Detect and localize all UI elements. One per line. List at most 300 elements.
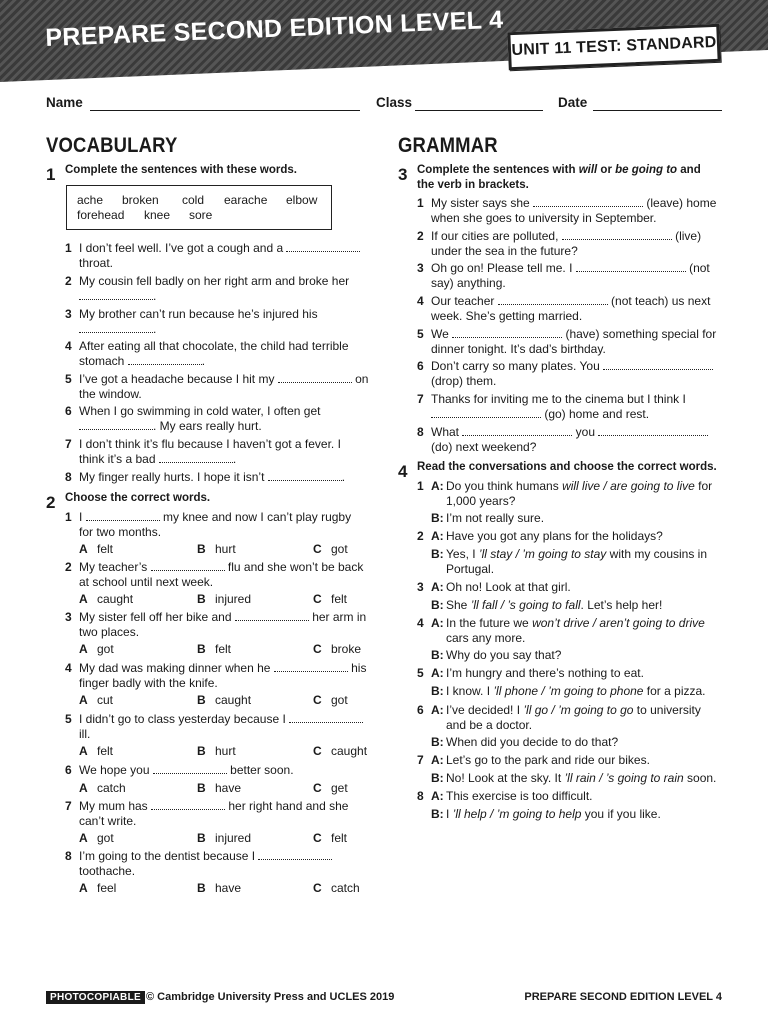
answer-gap[interactable]	[462, 425, 572, 436]
question-number: 4	[417, 294, 424, 308]
question-number: 2	[417, 229, 424, 243]
question-number: 5	[417, 327, 424, 341]
answer-option[interactable]	[197, 831, 251, 845]
question-number: 5	[65, 712, 72, 726]
instruction-text: or	[597, 164, 616, 176]
answer-gap[interactable]	[562, 229, 672, 240]
question-text: (go) home and rest.	[541, 407, 650, 421]
answer-gap[interactable]	[128, 354, 202, 365]
question-text: After eating all that chocolate, the child had terrible	[79, 339, 349, 353]
instruction-text: the verb in brackets.	[417, 179, 529, 191]
question-text: I don’t feel well. I’ve got a cough and a	[79, 241, 287, 255]
question-number: 4	[65, 661, 72, 675]
question-text: What	[431, 425, 463, 439]
question-text: can’t write.	[79, 814, 137, 828]
question-text: Don’t carry so many plates. You	[431, 359, 604, 373]
question-text: . My ears really hurt.	[153, 419, 262, 433]
unit-badge	[507, 24, 720, 70]
question-number: 7	[65, 799, 72, 813]
dialogue-text: Have you got any plans for the holidays?	[446, 529, 663, 543]
question-text: better soon.	[226, 763, 294, 777]
question-item	[431, 425, 726, 455]
answer-gap[interactable]	[153, 763, 227, 774]
answer-option[interactable]	[197, 744, 236, 758]
question-text: .	[153, 322, 157, 336]
question-number: 6	[417, 703, 424, 717]
option-letter: C	[313, 881, 322, 895]
question-number: 8	[65, 849, 72, 863]
question-item	[79, 241, 369, 271]
question-text: dinner tonight. It’s dad’s birthday.	[431, 342, 606, 356]
dialogue-text: 1,000 years?	[446, 494, 516, 508]
question-text: (leave) home	[643, 196, 717, 210]
instruction-text: Complete the sentences with	[417, 164, 579, 176]
dialogue-text: for a pizza.	[643, 684, 706, 698]
question-text: my knee and now I can’t play rugby	[159, 510, 352, 524]
option-text: caught	[331, 744, 368, 758]
question-text: My teacher’s	[79, 560, 151, 574]
student-info-row	[46, 95, 722, 115]
dialogue-text: Why do you say that?	[446, 648, 562, 662]
answer-gap[interactable]	[533, 196, 643, 207]
question-number: 2	[65, 274, 72, 288]
question-number: 6	[417, 359, 424, 373]
dialogue-text: Portugal.	[446, 562, 495, 576]
choice-option[interactable]: ’ll stay / ’m going to stay	[478, 547, 607, 561]
question-text: We	[431, 327, 453, 341]
speaker-b-label: B:	[431, 807, 444, 821]
answer-option[interactable]	[79, 642, 114, 656]
answer-gap[interactable]	[498, 294, 608, 305]
class-field[interactable]	[415, 110, 543, 111]
dialogue-text: When did you decide to do that?	[446, 735, 619, 749]
question-text: .	[153, 289, 157, 303]
question-item	[79, 799, 374, 829]
question-text: his	[347, 661, 367, 675]
question-number: 4	[65, 339, 72, 353]
question-number: 5	[417, 666, 424, 680]
footer-title: PREPARE SECOND EDITION LEVEL 4	[524, 991, 722, 1003]
word-item: elbow	[286, 193, 318, 207]
question-item	[79, 849, 374, 879]
question-number: 3	[417, 261, 424, 275]
question-number: 7	[417, 392, 424, 406]
speaker-a-line	[446, 616, 726, 646]
dialogue-text: you if you like.	[581, 807, 661, 821]
question-number: 2	[417, 529, 424, 543]
dialogue-text: soon.	[683, 771, 717, 785]
option-letter: C	[313, 831, 322, 845]
answer-option[interactable]	[313, 542, 348, 556]
question-text: My finger really hurts. I hope it isn’t	[79, 470, 268, 484]
speaker-a-line	[446, 580, 726, 595]
option-text: injured	[215, 592, 252, 606]
choice-option[interactable]: ’ll fall / ’s going to fall	[470, 598, 581, 612]
question-number: 8	[65, 470, 72, 484]
option-text: catch	[331, 881, 360, 895]
answer-option[interactable]	[79, 542, 113, 556]
option-text: felt	[97, 744, 114, 758]
option-letter: A	[79, 881, 88, 895]
question-number: 3	[417, 580, 424, 594]
word-item: earache	[224, 193, 268, 207]
answer-gap[interactable]	[289, 712, 363, 723]
question-text: at school until next week.	[79, 575, 214, 589]
answer-option[interactable]	[197, 881, 241, 895]
question-text: (not teach) us next	[607, 294, 711, 308]
question-text: her arm in	[308, 610, 367, 624]
question-text: When I go swimming in cold water, I often get	[79, 404, 321, 418]
dialogue-text: cars any more.	[446, 631, 526, 645]
answer-option[interactable]	[79, 592, 133, 606]
question-text: Thanks for inviting me to the cinema but I think I	[431, 392, 686, 406]
word-item: cold	[182, 193, 205, 207]
question-text: on	[351, 372, 369, 386]
question-text: flu and she won’t be back	[224, 560, 364, 574]
speaker-b-line	[446, 771, 726, 786]
question-item	[79, 712, 374, 742]
date-label: Date	[558, 95, 588, 110]
copyright-text: © Cambridge University Press and UCLES 2019	[146, 991, 395, 1003]
answer-option[interactable]	[79, 831, 114, 845]
speaker-b-line	[446, 807, 726, 822]
question-number: 6	[65, 404, 72, 418]
option-text: got	[331, 542, 348, 556]
question-text: the window.	[79, 387, 142, 401]
option-letter: A	[79, 781, 88, 795]
speaker-b-line	[446, 547, 726, 577]
vocabulary-heading: VOCABULARY	[46, 134, 178, 157]
option-text: have	[215, 881, 242, 895]
question-text: two places.	[79, 625, 140, 639]
option-text: get	[331, 781, 348, 795]
option-letter: B	[197, 831, 206, 845]
option-letter: A	[79, 542, 88, 556]
word-item: knee	[144, 208, 171, 222]
question-item	[431, 261, 726, 291]
answer-gap[interactable]	[151, 560, 225, 571]
question-number: 4	[417, 616, 424, 630]
question-text: I	[79, 510, 86, 524]
option-text: got	[97, 642, 114, 656]
dialogue-text: She	[446, 598, 471, 612]
answer-gap[interactable]	[576, 261, 686, 272]
option-letter: B	[197, 642, 206, 656]
option-letter: B	[197, 592, 206, 606]
choice-option[interactable]: ’ll phone / ’m going to phone	[493, 684, 644, 698]
speaker-b-label: B:	[431, 511, 444, 525]
exercise-number: 2	[46, 493, 56, 512]
dialogue-text: I’m not really sure.	[446, 511, 545, 525]
option-text: broke	[331, 642, 362, 656]
speaker-b-line	[446, 648, 726, 663]
question-text: ill.	[79, 727, 91, 741]
answer-gap[interactable]	[286, 241, 360, 252]
name-label: Name	[46, 95, 83, 110]
option-text: feel	[97, 881, 117, 895]
option-letter: C	[313, 592, 322, 606]
question-text: My sister fell off her bike and	[79, 610, 235, 624]
instruction-text: will	[578, 164, 598, 176]
question-text: My sister says she	[431, 196, 534, 210]
question-item	[431, 294, 726, 324]
page-title: PREPARE SECOND EDITION LEVEL 4	[44, 5, 504, 53]
question-text: her right hand and she	[225, 799, 349, 813]
option-text: got	[97, 831, 114, 845]
question-number: 1	[417, 479, 424, 493]
exercise-instruction	[417, 163, 717, 193]
word-box	[66, 185, 332, 230]
question-text: (do) next weekend?	[431, 440, 537, 454]
answer-gap[interactable]	[79, 322, 153, 333]
question-item	[79, 470, 369, 485]
question-text: (drop) them.	[431, 374, 497, 388]
speaker-b-label: B:	[431, 598, 444, 612]
answer-option[interactable]	[313, 744, 367, 758]
question-number: 1	[65, 241, 72, 255]
dialogue-text: I’m hungry and there’s nothing to eat.	[446, 666, 644, 680]
dialogue-text: Yes, I	[446, 547, 479, 561]
answer-option[interactable]	[79, 744, 113, 758]
speaker-a-label: A:	[431, 789, 444, 803]
question-number: 6	[65, 763, 72, 777]
question-item	[431, 229, 726, 259]
question-text: .	[201, 354, 206, 368]
exercise-number: 3	[398, 165, 408, 184]
choice-option[interactable]: ’ll help / ’m going to help	[452, 807, 582, 821]
answer-gap[interactable]	[452, 327, 562, 338]
dialogue-text: . Let’s help her!	[580, 598, 663, 612]
answer-option[interactable]	[197, 693, 251, 707]
answer-option[interactable]	[197, 592, 251, 606]
question-item	[79, 307, 369, 337]
exercise-instruction: Complete the sentences with these words.	[65, 164, 297, 176]
choice-option[interactable]: will live / are going to live	[562, 479, 695, 493]
question-item	[79, 560, 374, 590]
question-text: .	[341, 470, 346, 484]
option-text: hurt	[215, 542, 236, 556]
question-text: My brother can’t run because he’s injured his	[79, 307, 318, 321]
date-field[interactable]	[593, 110, 722, 111]
question-text: under the sea in the future?	[431, 244, 578, 258]
question-text: .	[232, 452, 237, 466]
option-letter: B	[197, 881, 206, 895]
choice-option[interactable]: ’ll go / ’m going to go	[523, 703, 634, 717]
option-text: caught	[215, 693, 252, 707]
question-text: Oh go on! Please tell me. I	[431, 261, 576, 275]
question-text: (not	[685, 261, 710, 275]
question-text: week. She’s getting married.	[431, 309, 583, 323]
question-text: I’ve got a headache because I hit my	[79, 372, 278, 386]
speaker-b-line	[446, 511, 726, 526]
instruction-text: be going to	[615, 164, 678, 176]
question-number: 8	[417, 425, 424, 439]
dialogue-text: to university	[633, 703, 701, 717]
option-letter: A	[79, 744, 88, 758]
dialogue-text: I know. I	[446, 684, 494, 698]
exercise-instruction: Read the conversations and choose the correct words.	[417, 461, 717, 473]
option-letter: C	[313, 781, 322, 795]
answer-option[interactable]	[313, 693, 348, 707]
answer-gap[interactable]	[278, 372, 352, 383]
dialogue-text: In the future we	[446, 616, 533, 630]
answer-gap[interactable]	[86, 510, 160, 521]
speaker-a-line	[446, 789, 726, 804]
speaker-b-line	[446, 684, 726, 699]
answer-option[interactable]	[313, 781, 348, 795]
option-text: have	[215, 781, 242, 795]
question-item	[79, 437, 374, 467]
question-item	[431, 392, 726, 422]
option-text: catch	[97, 781, 126, 795]
dialogue-text: and be a doctor.	[446, 718, 533, 732]
option-letter: A	[79, 642, 88, 656]
dialogue-text: Let’s go to the park and ride our bikes.	[446, 753, 650, 767]
speaker-a-line	[446, 753, 726, 768]
question-text: finger badly with the knife.	[79, 676, 218, 690]
exercise-instruction: Choose the correct words.	[65, 492, 211, 504]
answer-option[interactable]	[197, 781, 241, 795]
question-text: I don’t think it’s flu because I haven’t got a fever. I	[79, 437, 341, 451]
question-text: I didn’t go to class yesterday because I	[79, 712, 290, 726]
option-letter: C	[313, 642, 322, 656]
option-text: felt	[331, 592, 348, 606]
question-text: throat.	[79, 256, 114, 270]
question-number: 1	[65, 510, 72, 524]
speaker-b-label: B:	[431, 735, 444, 749]
exercise-number: 4	[398, 462, 408, 481]
question-item	[431, 327, 726, 357]
question-number: 7	[417, 753, 424, 767]
speaker-a-label: A:	[431, 616, 444, 630]
question-item	[431, 196, 726, 226]
answer-option[interactable]	[79, 781, 126, 795]
answer-gap[interactable]	[235, 610, 309, 621]
speaker-b-label: B:	[431, 547, 444, 561]
question-text: think it’s a bad	[79, 452, 159, 466]
question-item	[79, 372, 374, 402]
question-item	[79, 510, 374, 540]
question-number: 1	[417, 196, 424, 210]
question-number: 7	[65, 437, 72, 451]
question-text: We hope you	[79, 763, 153, 777]
option-text: injured	[215, 831, 252, 845]
photocopiable-badge: PHOTOCOPIABLE	[46, 991, 145, 1004]
dialogue-text: I’ve decided! I	[446, 703, 524, 717]
question-item	[79, 274, 369, 304]
option-text: got	[331, 693, 348, 707]
dialogue-text: This exercise is too difficult.	[446, 789, 593, 803]
question-text: My cousin fell badly on her right arm and broke her	[79, 274, 350, 288]
answer-option[interactable]	[313, 881, 360, 895]
answer-gap[interactable]	[258, 849, 332, 860]
footer	[46, 991, 722, 1005]
question-text: say) anything.	[431, 276, 506, 290]
answer-gap[interactable]	[598, 425, 708, 436]
question-number: 5	[65, 372, 72, 386]
speaker-b-label: B:	[431, 648, 444, 662]
option-letter: B	[197, 693, 206, 707]
option-letter: C	[313, 542, 322, 556]
speaker-b-label: B:	[431, 684, 444, 698]
dialogue-text: Do you think humans	[446, 479, 563, 493]
question-text: when she goes to university in September.	[431, 211, 657, 225]
question-text: I’m going to the dentist because I	[79, 849, 259, 863]
speaker-a-line	[446, 666, 726, 681]
unit-label: UNIT 11 TEST: STANDARD	[511, 33, 717, 60]
option-text: felt	[215, 642, 232, 656]
question-item	[79, 610, 374, 640]
speaker-a-label: A:	[431, 479, 444, 493]
answer-option[interactable]	[197, 542, 236, 556]
answer-gap[interactable]	[274, 661, 348, 672]
option-letter: A	[79, 831, 88, 845]
speaker-a-label: A:	[431, 666, 444, 680]
option-text: caught	[97, 592, 134, 606]
grammar-heading: GRAMMAR	[398, 134, 498, 157]
speaker-b-line	[446, 598, 726, 613]
question-number: 3	[65, 610, 72, 624]
question-number: 2	[65, 560, 72, 574]
option-letter: B	[197, 744, 206, 758]
question-item	[79, 404, 369, 434]
speaker-a-line	[446, 529, 726, 544]
question-text: for two months.	[79, 525, 162, 539]
answer-option[interactable]	[197, 642, 231, 656]
question-text: stomach	[79, 354, 128, 368]
question-number: 8	[417, 789, 424, 803]
speaker-a-label: A:	[431, 703, 444, 717]
question-item	[79, 339, 369, 369]
question-text: you	[572, 425, 599, 439]
question-text: My dad was making dinner when he	[79, 661, 274, 675]
option-letter: A	[79, 693, 88, 707]
word-item: sore	[189, 208, 213, 222]
answer-option[interactable]	[313, 592, 347, 606]
answer-gap[interactable]	[268, 470, 342, 481]
dialogue-text: I	[446, 807, 453, 821]
choice-option[interactable]: ’ll rain / ’s going to rain	[564, 771, 684, 785]
answer-gap[interactable]	[159, 452, 233, 463]
option-text: felt	[97, 542, 114, 556]
choice-option[interactable]: won’t drive / aren’t going to drive	[532, 616, 705, 630]
answer-option[interactable]	[313, 831, 347, 845]
question-number: 3	[65, 307, 72, 321]
answer-gap[interactable]	[79, 289, 153, 300]
speaker-b-label: B:	[431, 771, 444, 785]
answer-option[interactable]	[79, 881, 116, 895]
option-letter: C	[313, 693, 322, 707]
word-item: ache	[77, 193, 104, 207]
option-letter: B	[197, 542, 206, 556]
answer-option[interactable]	[313, 642, 361, 656]
answer-option[interactable]	[79, 693, 113, 707]
option-letter: B	[197, 781, 206, 795]
answer-gap[interactable]	[151, 799, 225, 810]
class-label: Class	[376, 95, 413, 110]
option-text: felt	[331, 831, 348, 845]
answer-gap[interactable]	[603, 359, 713, 370]
word-item: forehead	[77, 208, 125, 222]
option-letter: A	[79, 592, 88, 606]
instruction-text: and	[677, 164, 701, 176]
dialogue-text: No! Look at the sky. It	[446, 771, 565, 785]
speaker-b-line	[446, 735, 726, 750]
name-field[interactable]	[90, 110, 360, 111]
speaker-a-label: A:	[431, 529, 444, 543]
answer-gap[interactable]	[79, 419, 153, 430]
answer-gap[interactable]	[431, 407, 541, 418]
